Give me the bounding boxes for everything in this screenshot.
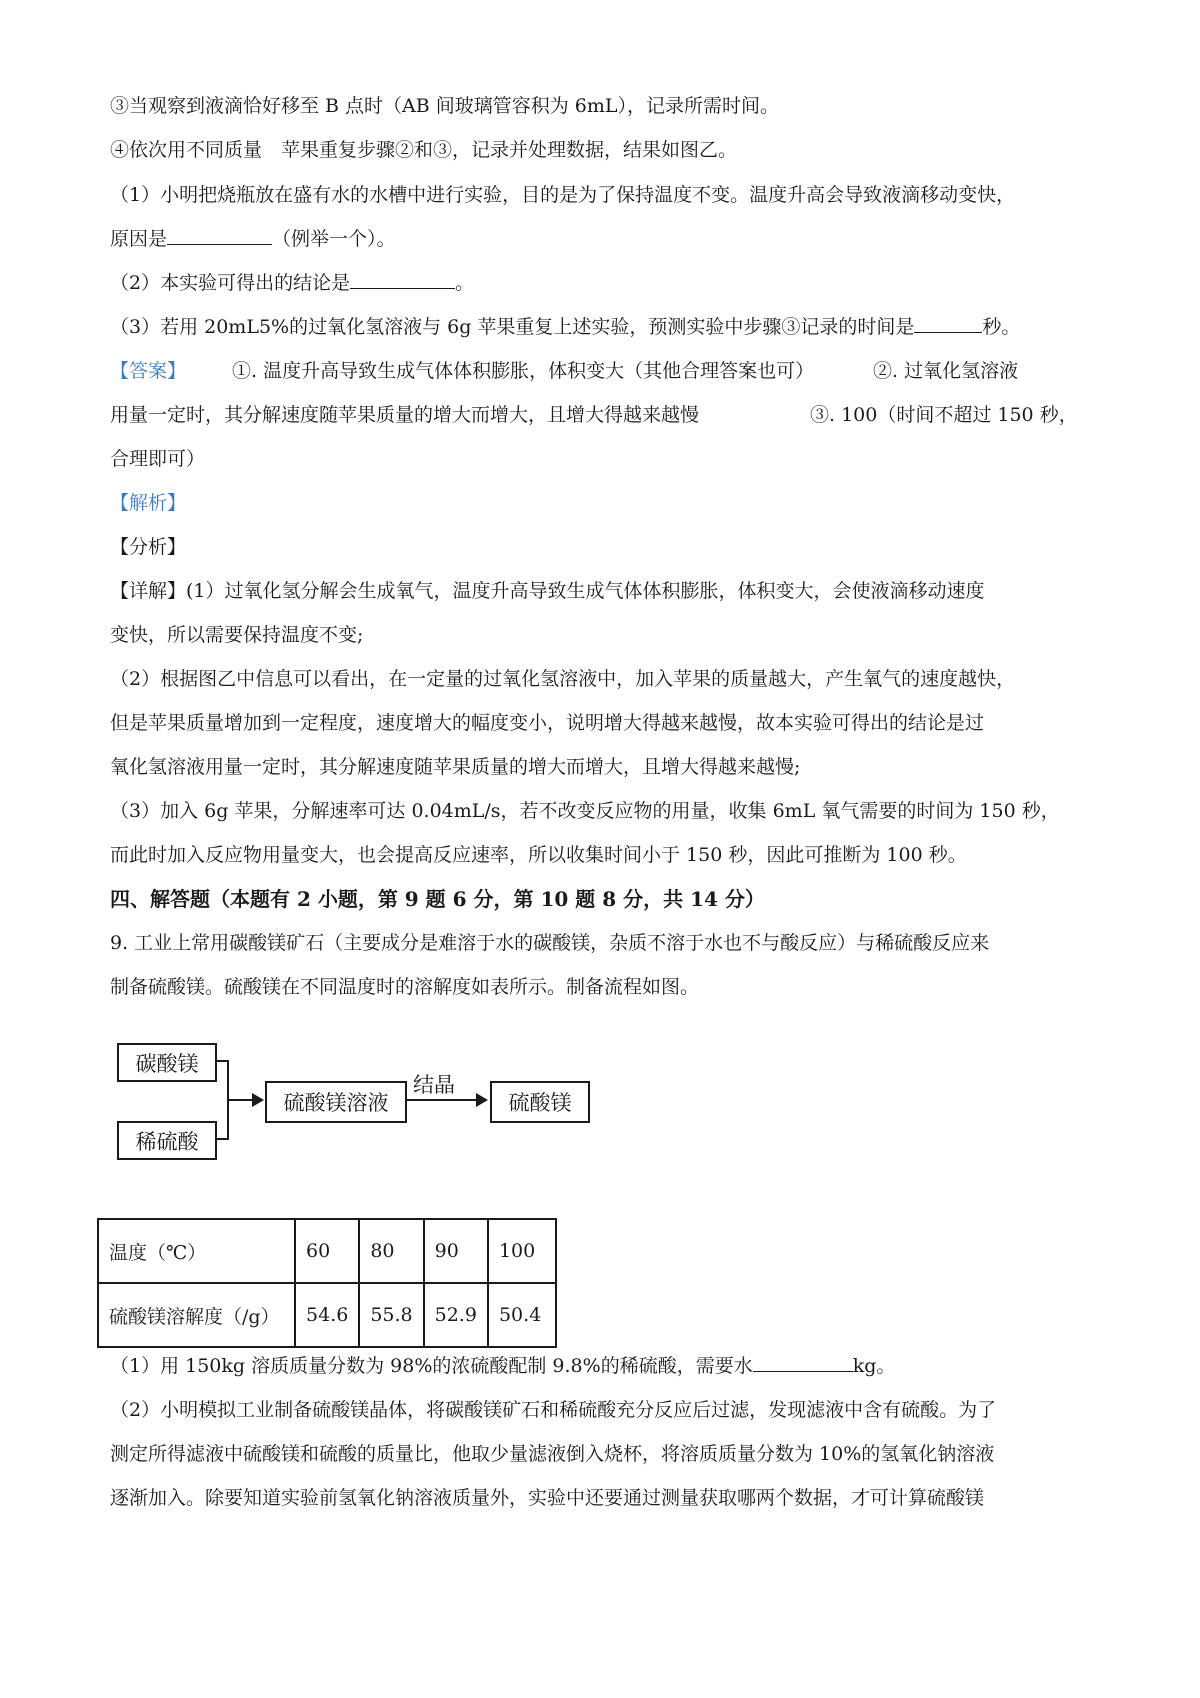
step3-text: ③当观察到液滴恰好移至 B 点时（AB 间玻璃管容积为 6mL），记录所需时间。	[110, 95, 780, 117]
answer-blank-3[interactable]	[914, 314, 982, 333]
answer-part-2: ②. 过氧化氢溶液	[873, 360, 1019, 382]
table-cell: 90	[424, 1219, 488, 1283]
answer-tag: 【答案】	[110, 360, 187, 382]
solubility-table	[97, 1218, 557, 1348]
flow-box-magnesium-sulfate-solution: 硫酸镁溶液	[265, 1081, 407, 1123]
detail-line-3: （2）根据图乙中信息可以看出，在一定量的过氧化氢溶液中，加入苹果的质量越大，产生氧气的速度越快，	[110, 668, 1016, 690]
question3-label: （3）若用 20mL5%的过氧化氢溶液与 6g 苹果重复上述实验，预测实验中步骤③记录的时间是	[110, 316, 915, 338]
answer-line-2: 用量一定时，其分解速度随苹果质量的增大而增大，且增大得越来越慢	[110, 404, 700, 426]
flow-box-dilute-sulfuric-acid: 稀硫酸	[117, 1121, 217, 1160]
jiexi-tag: 【解析】	[110, 492, 187, 514]
table-cell: 100	[488, 1219, 556, 1283]
detail-line-2: 变快，所以需要保持温度不变;	[110, 624, 364, 646]
table-header-temperature: 温度（℃）	[98, 1219, 295, 1283]
table-cell: 50.4	[488, 1283, 556, 1347]
table-row	[98, 1283, 556, 1347]
question1-cont	[110, 225, 396, 253]
answer-blank-2[interactable]	[350, 270, 455, 289]
detail-line-6: （3）加入 6g 苹果，分解速率可达 0.04mL/s，若不改变反应物的用量，收集 6mL 氧气需要的时间为 150 秒，	[110, 800, 1060, 822]
connector-line	[405, 1099, 480, 1101]
question9-2-line-2: 测定所得滤液中硫酸镁和硫酸的质量比，他取少量滤液倒入烧杯，将溶质质量分数为 10%的氢氧化钠溶液	[110, 1443, 995, 1465]
question2-end: 。	[455, 272, 475, 294]
question9-2-line-3: 逐渐加入。除要知道实验前氢氧化钠溶液质量外，实验中还要通过测量获取哪两个数据，才可计算硫酸镁	[110, 1487, 985, 1509]
answer-blank-1[interactable]	[167, 226, 272, 245]
table-cell: 60	[295, 1219, 359, 1283]
table-cell: 55.8	[359, 1283, 423, 1347]
question9-1-label: （1）用 150kg 溶质质量分数为 98%的浓硫酸配制 9.8%的稀硫酸，需要水	[110, 1355, 753, 1377]
question9-1-text	[110, 1352, 895, 1380]
question9-1-unit: kg。	[852, 1355, 896, 1377]
flow-box-magnesium-sulfate: 硫酸镁	[490, 1081, 590, 1123]
question1-example: （例举一个）。	[272, 228, 396, 250]
question2-label: （2）本实验可得出的结论是	[110, 272, 351, 294]
section-4-heading: 四、解答题（本题有 2 小题，第 9 题 6 分，第 10 题 8 分，共 14 分）	[110, 887, 765, 911]
answer-line-3: 合理即可）	[110, 448, 206, 470]
detail-line-5: 氧化氢溶液用量一定时，其分解速度随苹果质量的增大而增大，且增大得越来越慢;	[110, 756, 801, 778]
table-cell: 80	[359, 1219, 423, 1283]
table-row	[98, 1219, 556, 1283]
answer-part-1: ①. 温度升高导致生成气体体积膨胀，体积变大（其他合理答案也可）	[232, 360, 815, 382]
table-header-solubility: 硫酸镁溶解度（/g）	[98, 1283, 295, 1347]
flow-box-magnesium-carbonate: 碳酸镁	[117, 1043, 217, 1082]
answer-blank-4[interactable]	[753, 1353, 853, 1372]
question1-reason-label: 原因是	[110, 228, 168, 250]
table-cell: 52.9	[424, 1283, 488, 1347]
fenxi-heading: 【分析】	[110, 536, 187, 558]
detail-line-1: 【详解】(1）过氧化氢分解会生成氧气，温度升高导致生成气体体积膨胀，体积变大，会使液滴移动速度	[110, 580, 985, 602]
step4-text: ④依次用不同质量 苹果重复步骤②和③，记录并处理数据，结果如图乙。	[110, 139, 738, 161]
question9-line-1: 9. 工业上常用碳酸镁矿石（主要成分是难溶于水的碳酸镁，杂质不溶于水也不与酸反应）与稀硫酸反应来	[110, 932, 990, 954]
question9-line-2: 制备硫酸镁。硫酸镁在不同温度时的溶解度如表所示。制备流程如图。	[110, 976, 700, 998]
question3-text	[110, 313, 1020, 341]
question3-unit: 秒。	[982, 316, 1021, 338]
detail-line-4: 但是苹果质量增加到一定程度，速度增大的幅度变小，说明增大得越来越慢，故本实验可得出的结论是过	[110, 712, 985, 734]
detail-line-7: 而此时加入反应物用量变大，也会提高反应速率，所以收集时间小于 150 秒，因此可推断为 100 秒。	[110, 844, 967, 866]
arrow-head-icon	[252, 1093, 264, 1107]
question9-2-line-1: （2）小明模拟工业制备硫酸镁晶体，将碳酸镁矿石和稀硫酸充分反应后过滤，发现滤液中含有硫酸。为了	[110, 1399, 997, 1421]
question2-text	[110, 269, 474, 297]
answer-line-1	[110, 357, 186, 385]
question1-text: （1）小明把烧瓶放在盛有水的水槽中进行实验，目的是为了保持温度不变。温度升高会导致液滴移动变快，	[110, 184, 1016, 206]
answer-part-3: ③. 100（时间不超过 150 秒，	[810, 404, 1078, 426]
arrow-label-crystallize: 结晶	[413, 1073, 455, 1097]
table-cell: 54.6	[295, 1283, 359, 1347]
arrow-head-icon	[476, 1093, 488, 1107]
